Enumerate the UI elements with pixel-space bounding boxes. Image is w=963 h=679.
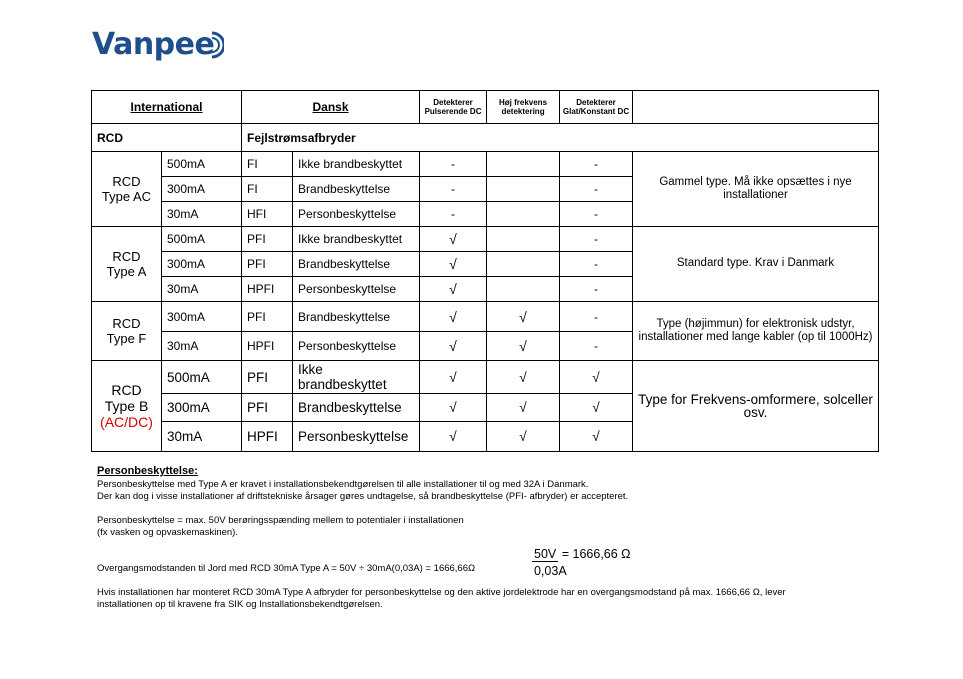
puls-cell: √ bbox=[420, 227, 487, 252]
type-label-line: Type AC bbox=[101, 189, 152, 204]
ma-cell: 300mA bbox=[162, 177, 242, 202]
desc-cell: Personbeskyttelse bbox=[293, 277, 420, 302]
type-cell bbox=[92, 227, 162, 302]
header-blank bbox=[633, 91, 879, 124]
footer-paragraph-4 bbox=[97, 587, 786, 610]
footer-line: Der kan dog i visse installationer af driftstekniske årsager gøres undtagelse, så brandbeskyttelse (PFI- afbryder) er accepteret. bbox=[97, 490, 629, 502]
type-label-line: RCD bbox=[112, 316, 141, 331]
fraction-denominator: 0,03A bbox=[534, 564, 567, 578]
puls-cell: √ bbox=[420, 361, 487, 394]
header-glat-konstant: Detekterer Glat/Konstant DC bbox=[560, 91, 633, 124]
type-label-line: RCD bbox=[112, 249, 141, 264]
ma-cell: 300mA bbox=[162, 252, 242, 277]
puls-cell: √ bbox=[420, 252, 487, 277]
type-label-line: RCD bbox=[111, 382, 142, 398]
footer-paragraph-1 bbox=[97, 479, 628, 502]
desc-cell: Ikke brandbeskyttet bbox=[293, 227, 420, 252]
desc-cell: Personbeskyttelse bbox=[293, 202, 420, 227]
type-label-line: Type B bbox=[104, 398, 149, 414]
footer-paragraph-3: Overgangsmodstanden til Jord med RCD 30mA Type A = 50V ÷ 30mA(0,03A) = 1666,66Ω bbox=[97, 563, 476, 574]
desc-cell: Personbeskyttelse bbox=[293, 332, 420, 361]
type-cell bbox=[92, 302, 162, 361]
hoj-cell bbox=[487, 202, 560, 227]
hoj-cell bbox=[487, 177, 560, 202]
fraction-result: = 1666,66 Ω bbox=[561, 547, 631, 561]
code-cell: PFI bbox=[242, 361, 293, 394]
note-cell: Type for Frekvens-omformere, solceller osv. bbox=[633, 361, 879, 452]
header-row bbox=[92, 91, 879, 124]
glat-cell: √ bbox=[560, 394, 633, 422]
footer-line: (fx vasken og opvaskemaskinen). bbox=[97, 526, 238, 538]
code-cell: PFI bbox=[242, 252, 293, 277]
formula-fraction bbox=[532, 547, 631, 578]
footer-line: Hvis installationen har monteret RCD 30mA Type A afbryder for personbeskyttelse og den aktive jordelektrode har en overgangsmodstand på max. 1666,66 Ω, lever bbox=[97, 587, 786, 598]
glat-cell: - bbox=[560, 252, 633, 277]
puls-cell: - bbox=[420, 152, 487, 177]
footer-title: Personbeskyttelse: bbox=[97, 465, 198, 477]
ma-cell: 30mA bbox=[162, 422, 242, 452]
desc-cell: Brandbeskyttelse bbox=[293, 302, 420, 332]
code-cell: PFI bbox=[242, 227, 293, 252]
code-cell: FI bbox=[242, 152, 293, 177]
code-cell: PFI bbox=[242, 302, 293, 332]
glat-cell: √ bbox=[560, 422, 633, 452]
footer-line: Personbeskyttelse med Type A er kravet i installationsbekendtgørelsen til alle installationer til og med 32A i Danmark. bbox=[97, 479, 589, 490]
footer-line: Personbeskyttelse = max. 50V berøringsspænding mellem to potentialer i installationen bbox=[97, 515, 464, 526]
hoj-cell bbox=[487, 227, 560, 252]
ma-cell: 30mA bbox=[162, 277, 242, 302]
glat-cell: - bbox=[560, 277, 633, 302]
hoj-cell bbox=[487, 152, 560, 177]
desc-cell: Brandbeskyttelse bbox=[293, 394, 420, 422]
glat-cell: √ bbox=[560, 361, 633, 394]
note-cell: Type (højimmun) for elektronisk udstyr, installationer med lange kabler (op til 1000Hz) bbox=[633, 302, 879, 361]
code-cell: HPFI bbox=[242, 332, 293, 361]
note-cell: Gammel type. Må ikke opsættes i nye installationer bbox=[633, 152, 879, 227]
glat-cell: - bbox=[560, 177, 633, 202]
hoj-cell: √ bbox=[487, 394, 560, 422]
type-cell bbox=[92, 152, 162, 227]
table-row bbox=[92, 152, 879, 177]
desc-cell: Brandbeskyttelse bbox=[293, 177, 420, 202]
desc-cell: Ikke brandbeskyttet bbox=[293, 152, 420, 177]
type-label-line: Type F bbox=[106, 331, 147, 346]
ma-cell: 500mA bbox=[162, 227, 242, 252]
rcd-label: RCD bbox=[92, 124, 242, 152]
desc-cell: Brandbeskyttelse bbox=[293, 252, 420, 277]
code-cell: HPFI bbox=[242, 422, 293, 452]
header-pulserende: Detekterer Pulserende DC bbox=[420, 91, 487, 124]
ma-cell: 500mA bbox=[162, 152, 242, 177]
logo-text: Vanpee bbox=[92, 26, 215, 62]
puls-cell: √ bbox=[420, 277, 487, 302]
code-cell: PFI bbox=[242, 394, 293, 422]
puls-cell: √ bbox=[420, 332, 487, 361]
rcd-row bbox=[92, 124, 879, 152]
table-row bbox=[92, 302, 879, 332]
glat-cell: - bbox=[560, 227, 633, 252]
puls-cell: - bbox=[420, 202, 487, 227]
hoj-cell bbox=[487, 252, 560, 277]
table-row bbox=[92, 227, 879, 252]
ma-cell: 300mA bbox=[162, 302, 242, 332]
hoj-cell: √ bbox=[487, 361, 560, 394]
note-cell: Standard type. Krav i Danmark bbox=[633, 227, 879, 302]
type-label-line: RCD bbox=[112, 174, 141, 189]
type-label-line: Type A bbox=[106, 264, 147, 279]
footer-paragraph-2 bbox=[97, 515, 464, 538]
code-cell: HPFI bbox=[242, 277, 293, 302]
hoj-cell: √ bbox=[487, 422, 560, 452]
puls-cell: √ bbox=[420, 302, 487, 332]
fejlstroem-label: Fejlstrømsafbryder bbox=[242, 124, 879, 152]
type-cell bbox=[92, 361, 162, 452]
table-row bbox=[92, 361, 879, 394]
code-cell: FI bbox=[242, 177, 293, 202]
glat-cell: - bbox=[560, 302, 633, 332]
desc-cell: Personbeskyttelse bbox=[293, 422, 420, 452]
type-label-line: (AC/DC) bbox=[100, 414, 153, 430]
fraction-numerator: 50V bbox=[534, 547, 557, 561]
hoj-cell: √ bbox=[487, 332, 560, 361]
glat-cell: - bbox=[560, 152, 633, 177]
hoj-cell: √ bbox=[487, 302, 560, 332]
header-hoj-frekvens: Høj frekvens detektering bbox=[487, 91, 560, 124]
puls-cell: √ bbox=[420, 422, 487, 452]
rcd-table bbox=[91, 90, 879, 452]
glat-cell: - bbox=[560, 332, 633, 361]
header-dansk: Dansk bbox=[242, 91, 420, 124]
ma-cell: 30mA bbox=[162, 332, 242, 361]
ma-cell: 300mA bbox=[162, 394, 242, 422]
ma-cell: 500mA bbox=[162, 361, 242, 394]
ma-cell: 30mA bbox=[162, 202, 242, 227]
desc-cell: Ikke brandbeskyttet bbox=[293, 361, 420, 394]
code-cell: HFI bbox=[242, 202, 293, 227]
puls-cell: - bbox=[420, 177, 487, 202]
hoj-cell bbox=[487, 277, 560, 302]
vanpee-logo bbox=[92, 24, 224, 64]
logo-swoosh-icon bbox=[210, 30, 224, 60]
footer-line: installationen op til kravene fra SIK og Installationsbekendtgørelsen. bbox=[97, 598, 383, 610]
header-international: International bbox=[92, 91, 242, 124]
puls-cell: √ bbox=[420, 394, 487, 422]
glat-cell: - bbox=[560, 202, 633, 227]
